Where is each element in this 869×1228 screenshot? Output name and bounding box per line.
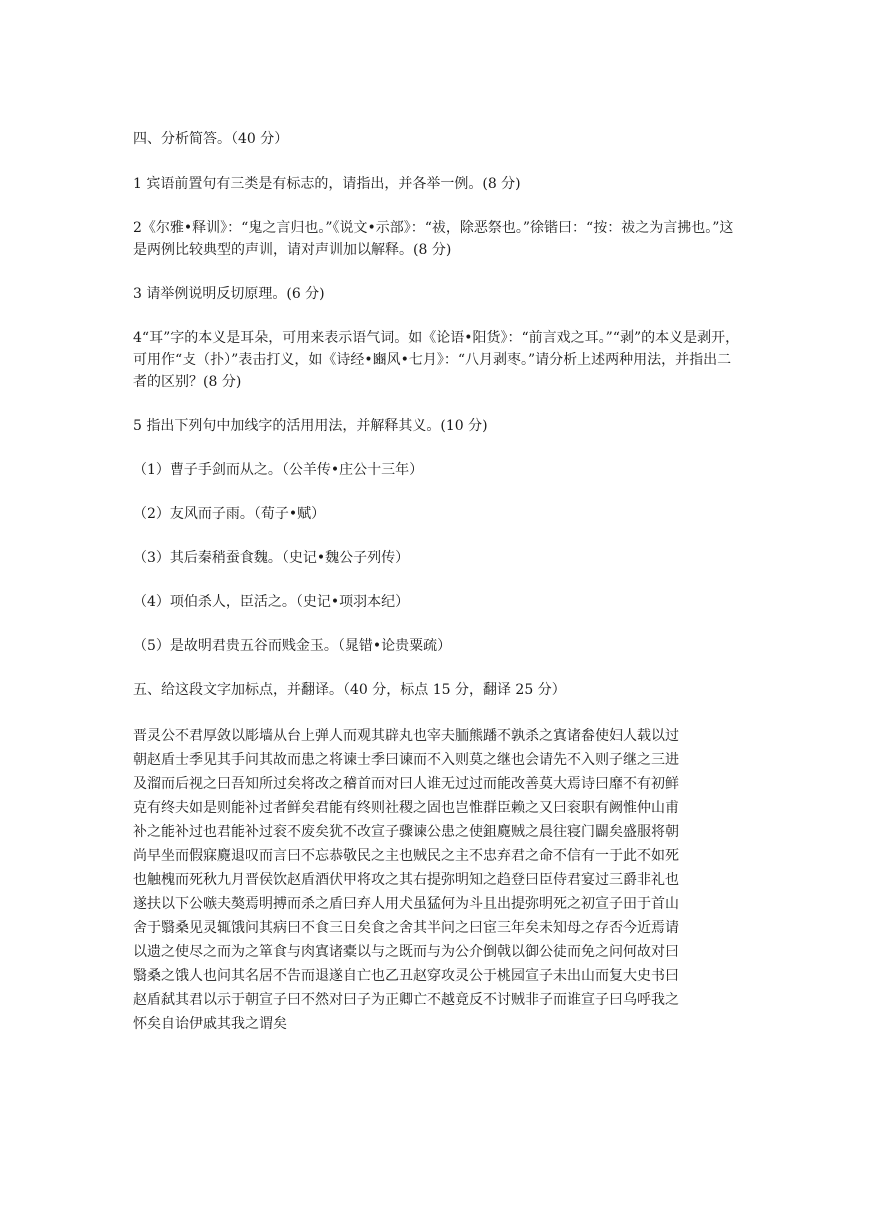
passage-line: 舍于翳桑见灵辄饿问其病曰不食三日矣食之舍其半问之曰宦三年矣未知母之存否今近焉请: [133, 920, 679, 936]
passage-line: 尚早坐而假寐麑退叹而言曰不忘恭敬民之主也贼民之主不忠弃君之命不信有一于此不如死: [133, 848, 679, 864]
passage-line: 及溜而后视之曰吾知所过矣将改之稽首而对曰人谁无过过而能改善莫大焉诗曰靡不有初鲜: [133, 776, 679, 792]
passage-line: 也触槐而死秋九月晋侯饮赵盾酒伏甲将攻之其右提弥明知之趋登曰臣侍君宴过三爵非礼也: [133, 872, 679, 888]
question-3: 3 请举例说明反切原理。(6 分): [133, 286, 325, 302]
section-5-heading: 五、给这段文字加标点，并翻译。（40 分，标点 15 分，翻译 25 分）: [133, 682, 566, 698]
question-4: 4“耳”字的本义是耳朵，可用来表示语气词。如《论语•阳货》：“前言戏之耳。”“剥”的本义是剥开，可用作“攴（扑）”表击打义，如《诗经•豳风•七月》：“八月剥枣。”请分析上述两种用法，并指出二者的区别？(8 分): [133, 330, 740, 390]
section-4-heading: 四、分析简答。（40 分）: [133, 131, 289, 147]
passage-line: 赵盾弑其君以示于朝宣子曰不然对曰子为正卿亡不越竟反不讨贼非子而谁宣子曰乌呼我之: [133, 992, 679, 1008]
question-5-item-4: （4）项伯杀人，臣活之。（史记•项羽本纪）: [133, 594, 410, 610]
passage-line: 补之能补过也君能补过衮不废矣犹不改宣子骤谏公患之使鉏麑贼之晨往寝门闢矣盛服将朝: [133, 824, 679, 840]
exam-page: [133, 128, 743, 1036]
question-5-item-1: （1）曹子手剑而从之。（公羊传•庄公十三年）: [133, 462, 424, 478]
question-5: 5 指出下列句中加线字的活用用法，并解释其义。(10 分): [133, 418, 488, 434]
question-5-item-3: （3）其后秦稍蚕食魏。（史记•魏公子列传）: [133, 550, 410, 566]
passage-line: 以遗之使尽之而为之箪食与肉寘诸橐以与之既而与为公介倒戟以御公徒而免之问何故对曰: [133, 944, 679, 960]
passage-line: 克有终夫如是则能补过者鲜矣君能有终则社稷之固也岂惟群臣赖之又曰衮职有阙惟仲山甫: [133, 800, 679, 816]
classical-passage: [133, 724, 743, 1036]
passage-line: 晋灵公不君厚敛以彫墙从台上弹人而观其辟丸也宰夫胹熊蹯不孰杀之寘诸畚使妇人载以过: [133, 728, 679, 744]
question-5-item-5: （5）是故明君贵五谷而贱金玉。（晁错•论贵粟疏）: [133, 638, 452, 654]
question-2: 2《尔雅•释训》：“鬼之言归也。”《说文•示部》：“祓，除恶祭也。”徐锴曰：“按：祓之为言拂也。”这是两例比较典型的声训，请对声训加以解释。(8 分): [133, 220, 734, 258]
passage-line: 朝赵盾士季见其手问其故而患之将谏士季曰谏而不入则莫之继也会请先不入则子继之三进: [133, 752, 679, 768]
passage-line: 翳桑之饿人也问其名居不告而退遂自亡也乙丑赵穿攻灵公于桃园宣子未出山而复大史书曰: [133, 968, 679, 984]
passage-line: 遂扶以下公嗾夫獒焉明搏而杀之盾曰弃人用犬虽猛何为斗且出提弥明死之初宣子田于首山: [133, 896, 679, 912]
question-5-item-2: （2）友风而子雨。（荀子•赋）: [133, 506, 326, 522]
question-1: 1 宾语前置句有三类是有标志的，请指出，并各举一例。(8 分): [133, 176, 521, 192]
passage-line: 怀矣自诒伊戚其我之谓矣: [133, 1016, 287, 1032]
